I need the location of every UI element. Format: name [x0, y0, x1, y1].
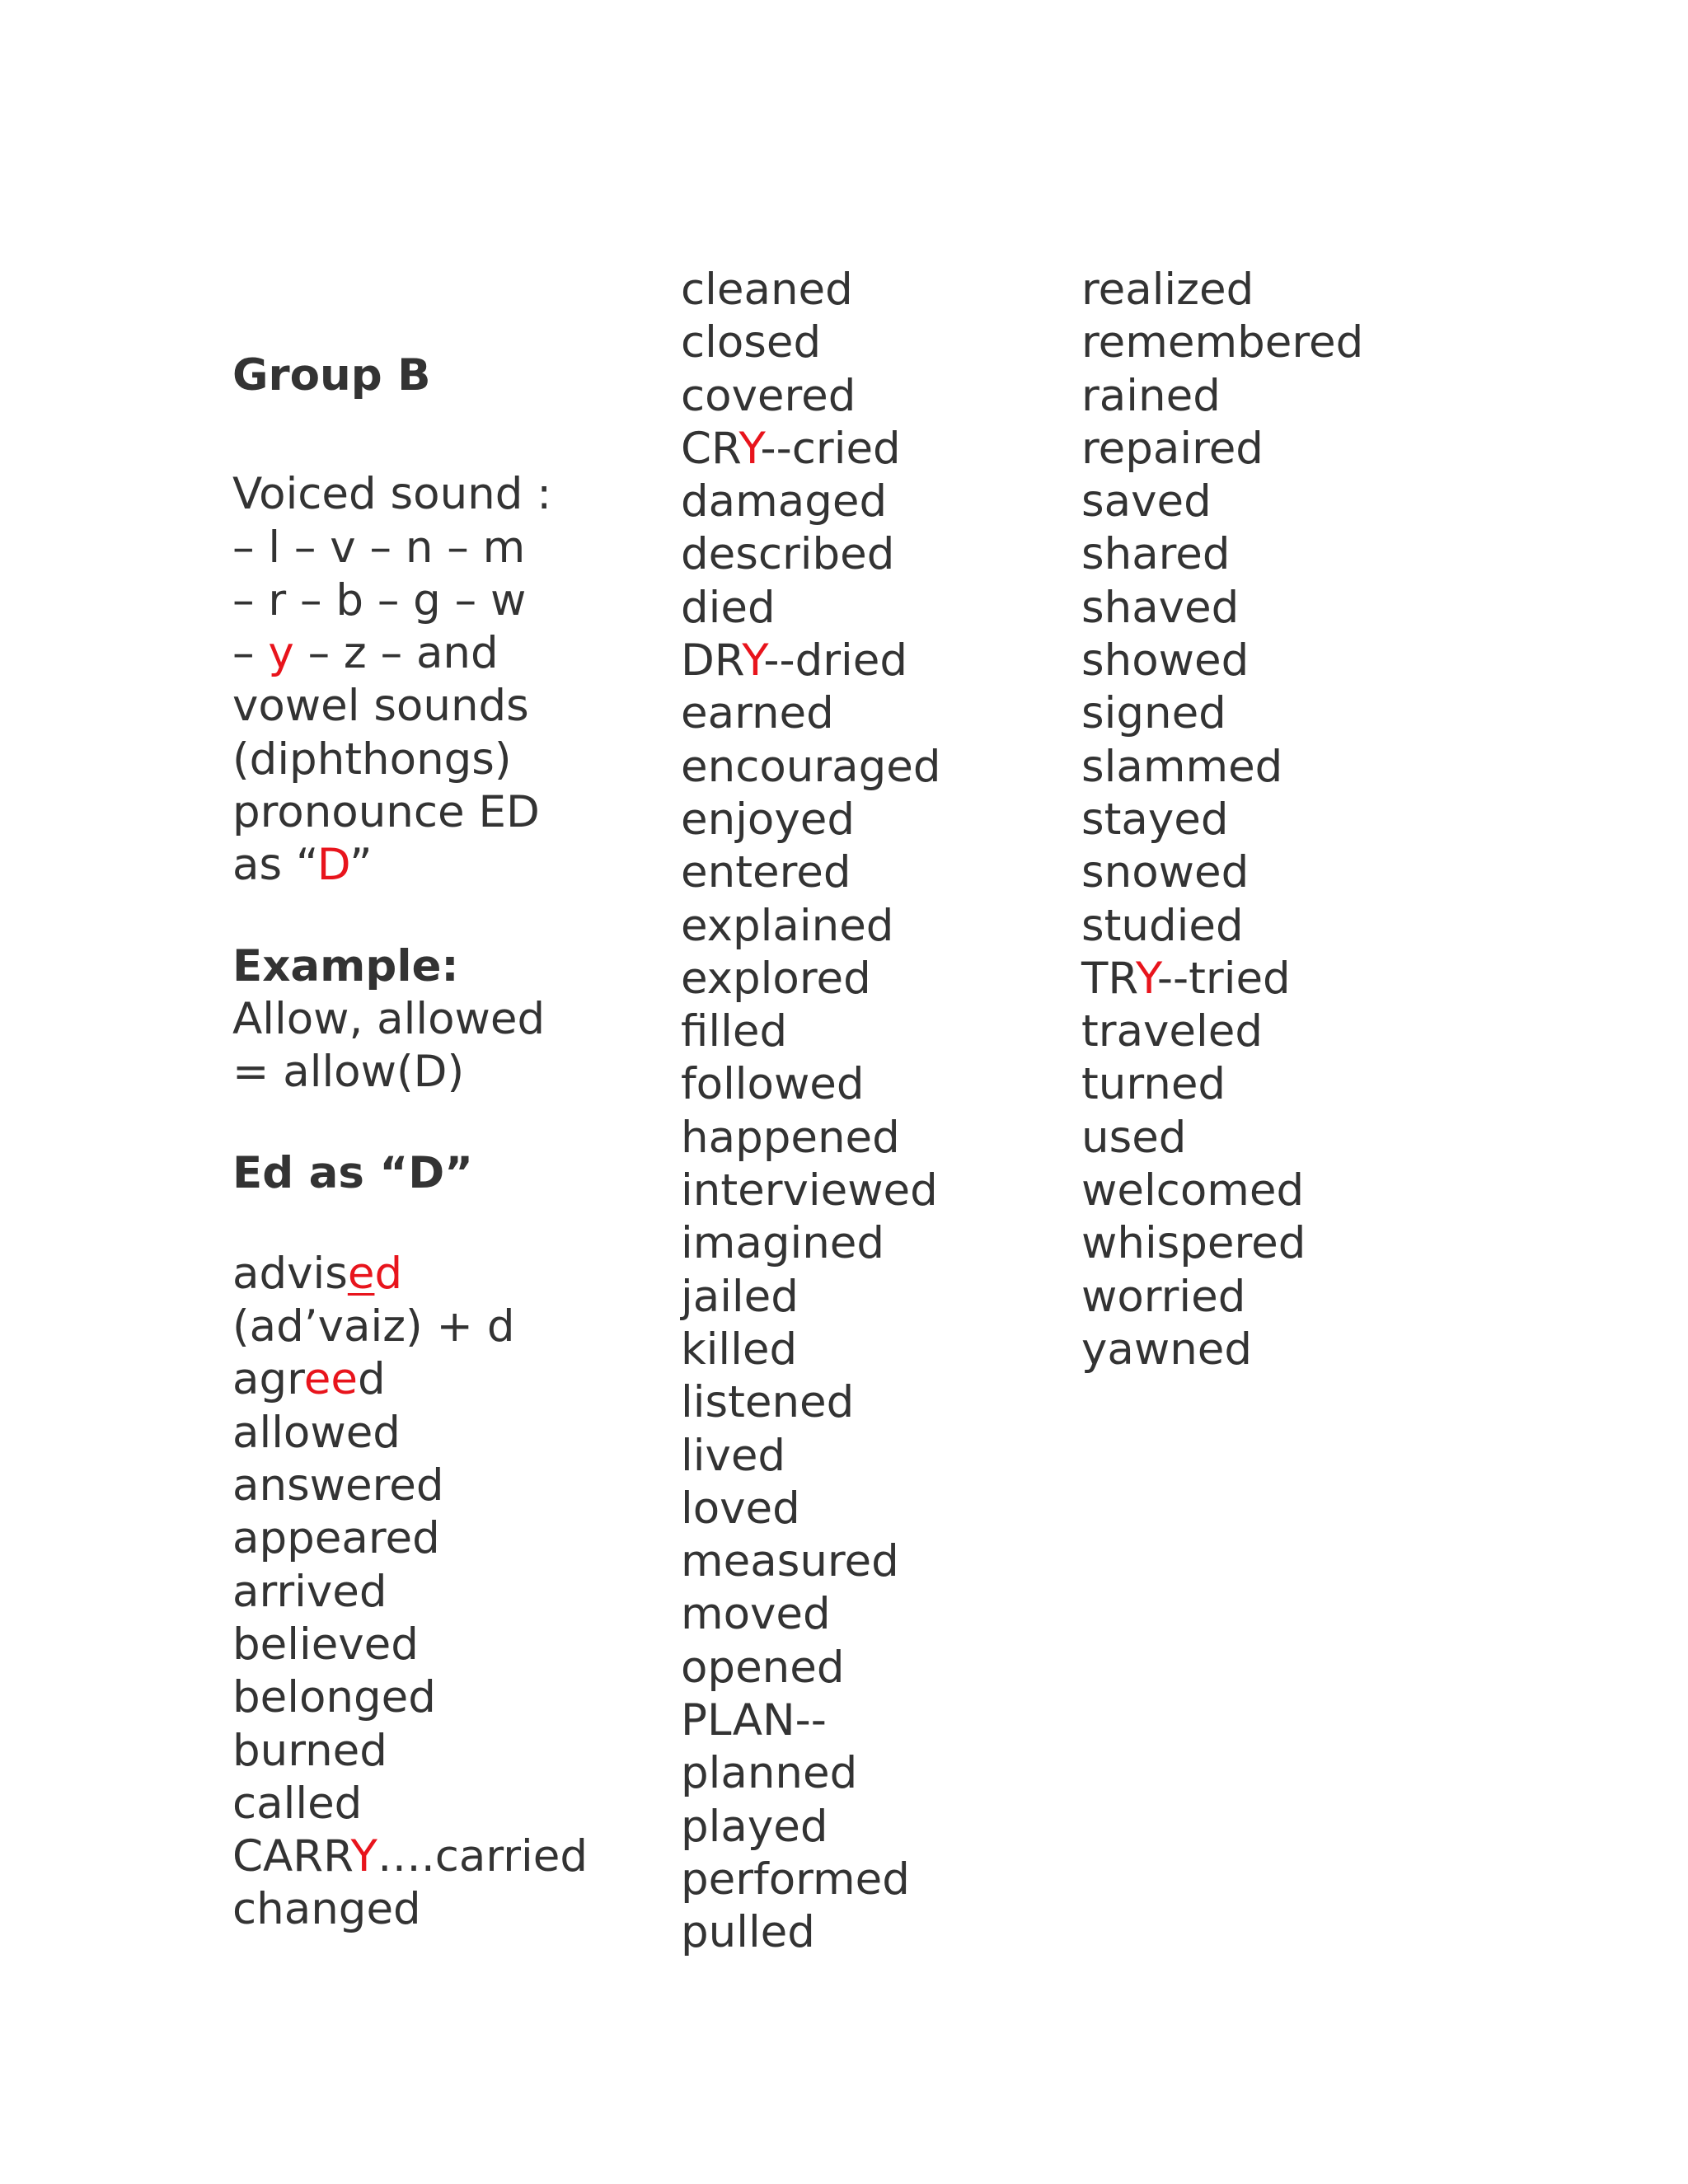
word-item: yawned	[1081, 1324, 1253, 1375]
example-line-1: Allow, allowed	[232, 993, 546, 1044]
middle-column	[681, 264, 941, 1960]
word-item: shared	[1081, 529, 1231, 580]
word-item: killed	[681, 1324, 798, 1375]
right-column	[1081, 264, 1363, 1376]
word-item: measured	[681, 1536, 899, 1587]
word-item: worried	[1081, 1271, 1246, 1322]
advised-highlight: d	[374, 1248, 403, 1299]
word-item: used	[1081, 1112, 1187, 1163]
word-item: realized	[1081, 265, 1254, 315]
cry-post: --cried	[760, 423, 901, 474]
word-item: PLAN--	[681, 1695, 827, 1746]
carry-highlight: Y	[350, 1831, 377, 1882]
word-item: rained	[1081, 370, 1221, 421]
word-item: enjoyed	[681, 794, 855, 845]
word-try	[1081, 953, 1363, 1005]
word-item: remembered	[1081, 317, 1364, 368]
word-item: repaired	[1081, 423, 1264, 474]
word-item: allowed	[232, 1407, 401, 1458]
word-item: earned	[681, 688, 834, 739]
example-title: Example:	[232, 940, 459, 991]
word-item: belonged	[232, 1672, 436, 1723]
word-item: listened	[681, 1377, 855, 1428]
word-item: moved	[681, 1589, 831, 1640]
voiced-line-3-pre: –	[232, 628, 269, 679]
left-column	[232, 349, 588, 1937]
voiced-line-7	[232, 839, 588, 892]
carry-post: ….carried	[377, 1831, 588, 1882]
word-item: explored	[681, 953, 871, 1004]
word-item: showed	[1081, 635, 1250, 687]
example-line-2: = allow(D)	[232, 1047, 465, 1098]
word-carry	[232, 1830, 588, 1883]
dry-pre: DR	[681, 635, 743, 687]
dry-post: --dried	[763, 635, 908, 687]
word-item: cleaned	[681, 265, 853, 315]
try-pre: TR	[1081, 953, 1136, 1004]
word-item: jailed	[681, 1271, 799, 1322]
voiced-line-3-post: – z – and	[293, 628, 499, 679]
word-item: welcomed	[1081, 1165, 1305, 1216]
word-item: loved	[681, 1483, 800, 1534]
word-item: arrived	[232, 1566, 387, 1617]
word-item: signed	[1081, 688, 1226, 739]
word-item: saved	[1081, 476, 1212, 527]
word-item: filled	[681, 1006, 788, 1057]
word-item: slammed	[1081, 741, 1283, 792]
voiced-line-7-pre: as “	[232, 840, 317, 891]
word-item: died	[681, 582, 776, 633]
word-item: called	[232, 1778, 363, 1829]
word-item: interviewed	[681, 1165, 938, 1216]
voiced-line-2: – r – b – g – w	[232, 574, 527, 626]
word-item: believed	[232, 1619, 419, 1670]
word-item: studied	[1081, 900, 1244, 951]
word-cry	[681, 423, 941, 476]
advised-phonetic: (ad’vaiz) + d	[232, 1301, 515, 1352]
word-agreed	[232, 1353, 588, 1406]
word-item: planned	[681, 1748, 858, 1799]
word-item: stayed	[1081, 794, 1229, 845]
voiced-line-7-highlight: D	[316, 840, 350, 891]
word-item: traveled	[1081, 1006, 1263, 1057]
carry-pre: CARR	[232, 1831, 351, 1882]
word-item: encouraged	[681, 741, 941, 792]
voiced-line-1: – l – v – n – m	[232, 522, 526, 573]
dry-highlight: Y	[742, 635, 764, 687]
try-post: --tried	[1156, 953, 1291, 1004]
voiced-line-6: pronounce ED	[232, 787, 540, 838]
agreed-highlight: ee	[303, 1354, 358, 1405]
word-item: appeared	[232, 1513, 440, 1564]
voiced-line-5: (diphthongs)	[232, 733, 512, 785]
word-item: performed	[681, 1854, 910, 1905]
voiced-line-3-highlight: y	[268, 628, 294, 679]
ed-title: Ed as “D”	[232, 1147, 474, 1198]
advised-pre: advis	[232, 1248, 348, 1299]
voiced-line-3	[232, 627, 588, 680]
word-item: burned	[232, 1725, 387, 1776]
word-item: whispered	[1081, 1218, 1306, 1269]
word-item: opened	[681, 1642, 845, 1693]
word-item: pulled	[681, 1907, 815, 1958]
word-item: imagined	[681, 1218, 885, 1269]
word-advised	[232, 1248, 588, 1301]
word-item: covered	[681, 370, 856, 421]
word-item: happened	[681, 1112, 900, 1163]
agreed-pre: agr	[232, 1354, 304, 1405]
word-item: closed	[681, 317, 822, 368]
word-item: followed	[681, 1059, 865, 1110]
word-item: played	[681, 1801, 828, 1852]
word-item: changed	[232, 1884, 421, 1935]
voiced-line-7-post: ”	[349, 840, 373, 891]
agreed-post: d	[357, 1354, 386, 1405]
voiced-line-4: vowel sounds	[232, 681, 529, 732]
word-item: lived	[681, 1430, 786, 1481]
group-heading: Group B	[232, 350, 431, 401]
word-item: described	[681, 529, 895, 580]
try-highlight: Y	[1135, 953, 1157, 1004]
word-item: damaged	[681, 476, 888, 527]
word-item: turned	[1081, 1059, 1226, 1110]
word-item: answered	[232, 1460, 444, 1511]
voiced-title: Voiced sound :	[232, 469, 552, 520]
advised-underlined-highlight: e	[347, 1248, 375, 1299]
cry-pre: CR	[681, 423, 739, 474]
word-item: entered	[681, 847, 851, 898]
word-dry	[681, 635, 941, 687]
word-item: snowed	[1081, 847, 1250, 898]
word-item: explained	[681, 900, 894, 951]
word-item: shaved	[1081, 582, 1240, 633]
cry-highlight: Y	[738, 423, 761, 474]
